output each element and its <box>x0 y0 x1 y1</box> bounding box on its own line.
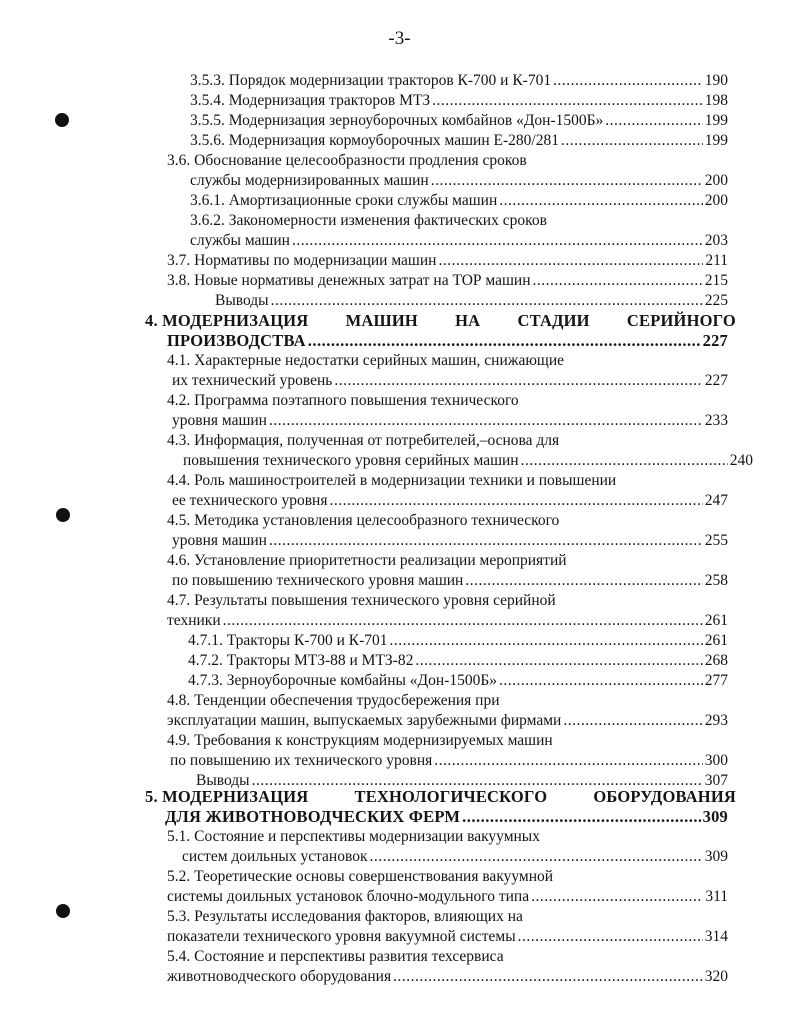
toc-entry <box>172 571 728 590</box>
toc-entry-title: 5.4. Состояние и перспективы развития техсервиса <box>167 948 504 965</box>
chapter-heading <box>167 331 728 350</box>
toc-entry-title: 5.2. Теоретические основы совершенствования вакуумной <box>167 868 554 885</box>
toc-entry-title: систем доильных установок <box>182 848 368 865</box>
chapter-heading-word: СТАДИИ <box>517 311 590 330</box>
toc-entry-title: уровня машин <box>172 412 267 429</box>
toc-entry-title: 4.4. Роль машиностроителей в модернизации техники и повышении <box>167 472 617 489</box>
toc-entry <box>215 291 728 310</box>
toc-entry-page: 200 <box>704 192 728 209</box>
toc-entry-title: 3.7. Нормативы по модернизации машин <box>167 252 437 269</box>
toc-entry-page: 225 <box>704 292 728 309</box>
toc-entry-title: 3.5.3. Порядок модернизации тракторов К-700 и К-701 <box>190 72 552 89</box>
toc-entry-page: 268 <box>704 652 728 669</box>
toc-entry-title: службы машин <box>190 232 290 249</box>
toc-entry <box>188 631 728 650</box>
chapter-heading-word: 5. МОДЕРНИЗАЦИЯ <box>145 787 309 806</box>
toc-entry-title: 5.3. Результаты исследования факторов, влияющих на <box>167 908 523 925</box>
toc-entry-title: животноводческого оборудования <box>167 968 392 985</box>
toc-entry-page: 199 <box>704 112 728 129</box>
toc-entry <box>167 271 728 290</box>
chapter-heading-word: МАШИН <box>345 311 418 330</box>
toc-entry-title: 3.5.5. Модернизация зерноуборочных комбайнов «Дон-1500Б» <box>190 112 604 129</box>
toc-entry-page: 258 <box>704 572 728 589</box>
toc-entry-page: 255 <box>704 532 728 549</box>
toc-entry-title: 4.7.2. Тракторы МТЗ-88 и МТЗ-82 <box>188 652 414 669</box>
toc-entry-page: 277 <box>704 672 728 689</box>
toc-entry-title: техники <box>167 612 221 629</box>
toc-entry <box>190 91 728 110</box>
toc-entry-title: уровня машин <box>172 532 267 549</box>
toc-entry-title: системы доильных установок блочно-модульного типа <box>167 888 530 905</box>
chapter-heading-word: ТЕХНОЛОГИЧЕСКОГО <box>354 787 548 806</box>
toc-entry-title: 4.5. Методика установления целесообразного технического <box>167 512 560 529</box>
toc-entry-title: 3.6.2. Закономерности изменения фактических сроков <box>190 212 547 229</box>
chapter-heading-word: СЕРИЙНОГО <box>626 311 736 330</box>
toc-entry <box>183 451 753 470</box>
toc-entry <box>170 751 728 770</box>
toc-entry <box>182 847 728 866</box>
toc-entry <box>190 231 728 250</box>
toc-entry <box>190 111 728 130</box>
toc-entry-page: 314 <box>704 928 728 945</box>
chapter-heading <box>165 807 728 826</box>
toc-entry-title: 4.1. Характерные недостатки серийных машин, снижающие <box>167 352 565 369</box>
toc-entry <box>167 967 728 986</box>
chapter-heading-word: 4. МОДЕРНИЗАЦИЯ <box>145 311 309 330</box>
toc-entry-title: 4.7. Результаты повышения технического уровня серийной <box>167 592 556 609</box>
toc-entry <box>172 371 728 390</box>
toc-entry-title: 4.6. Установление приоритетности реализации мероприятий <box>167 552 567 569</box>
toc-entry-page: 311 <box>705 888 728 905</box>
toc-entry-title: по повышению технического уровня машин <box>172 572 464 589</box>
toc-entry-page: 309 <box>702 807 728 826</box>
toc-entry <box>190 71 728 90</box>
toc-entry-title: эксплуатации машин, выпускаемых зарубежными фирмами <box>167 712 562 729</box>
toc-entry <box>167 887 728 906</box>
toc-entry-title: 4.2. Программа поэтапного повышения технического <box>167 392 519 409</box>
toc-entry-title: 3.6. Обоснование целесообразности продления сроков <box>167 152 527 169</box>
toc-entry-title: ДЛЯ ЖИВОТНОВОДЧЕСКИХ ФЕРМ <box>165 807 461 826</box>
chapter-heading <box>145 787 736 806</box>
toc-entry <box>172 411 728 430</box>
toc-entry-title: 4.9. Требования к конструкциям модернизируемых машин <box>167 732 553 749</box>
binding-hole-mark <box>56 904 70 918</box>
toc-entry-page: 215 <box>704 272 728 289</box>
toc-entry-title: Выводы <box>215 292 269 309</box>
toc-entry-page: 227 <box>704 372 728 389</box>
toc-entry-page: 240 <box>729 452 753 469</box>
toc-entry <box>167 251 728 270</box>
toc-entry-title: 3.5.6. Модернизация кормоуборочных машин Е-280/281 <box>190 132 559 149</box>
toc-entry <box>172 531 728 550</box>
toc-entry-title: службы модернизированных машин <box>190 172 429 189</box>
toc-entry-title: Выводы <box>196 772 250 789</box>
toc-entry <box>167 611 728 630</box>
toc-entry-title: 3.6.1. Амортизационные сроки службы машин <box>190 192 498 209</box>
toc-entry-page: 261 <box>704 632 728 649</box>
toc-entry-title: 4.3. Информация, полученная от потребителей,–основа для <box>167 432 560 449</box>
toc-entry-page: 190 <box>704 72 728 89</box>
toc-entry-page: 233 <box>704 412 728 429</box>
page-number: -3- <box>388 28 411 49</box>
toc-entry-page: 203 <box>704 232 728 249</box>
toc-entry-title: повышения технического уровня серийных машин <box>183 452 519 469</box>
toc-entry-title: ПРОИЗВОДСТВА <box>167 331 306 350</box>
toc-entry <box>190 171 728 190</box>
toc-entry-page: 198 <box>704 92 728 109</box>
toc-entry <box>190 191 728 210</box>
binding-hole-mark <box>56 508 70 522</box>
toc-entry-title: их технический уровень <box>172 372 333 389</box>
toc-entry-title: 4.8. Тенденции обеспечения трудосбережения при <box>167 692 500 709</box>
toc-entry-title: по повышению их технического уровня <box>170 752 433 769</box>
toc-entry <box>172 491 728 510</box>
toc-entry-title: показатели технического уровня вакуумной системы <box>167 928 516 945</box>
toc-entry-page: 320 <box>704 968 728 985</box>
chapter-heading <box>145 311 736 330</box>
chapter-heading-word: НА <box>455 311 481 330</box>
toc-entry <box>167 711 728 730</box>
chapter-heading-word: ОБОРУДОВАНИЯ <box>593 787 736 806</box>
toc-entry-page: 293 <box>704 712 728 729</box>
toc-entry-title: 5.1. Состояние и перспективы модернизации вакуумных <box>167 828 540 845</box>
toc-entry-title: 4.7.3. Зерноуборочные комбайны «Дон-1500Б» <box>188 672 497 689</box>
toc-entry-page: 309 <box>704 848 728 865</box>
toc-entry <box>188 651 728 670</box>
toc-entry-page: 300 <box>704 752 728 769</box>
toc-entry-title: 4.7.1. Тракторы К-700 и К-701 <box>188 632 388 649</box>
toc-entry-title: ее технического уровня <box>172 492 328 509</box>
toc-entry-page: 307 <box>704 772 728 789</box>
toc-entry <box>188 671 728 690</box>
toc-entry-title: 3.5.4. Модернизация тракторов МТЗ <box>190 92 431 109</box>
toc-entry <box>190 131 728 150</box>
toc-entry-page: 200 <box>704 172 728 189</box>
toc-entry-page: 211 <box>705 252 728 269</box>
toc-entry-page: 227 <box>702 331 728 350</box>
binding-hole-mark <box>55 113 69 127</box>
toc-entry-title: 3.8. Новые нормативы денежных затрат на ТОР машин <box>167 272 531 289</box>
toc-entry <box>167 927 728 946</box>
toc-entry-page: 199 <box>704 132 728 149</box>
toc-entry-page: 261 <box>704 612 728 629</box>
toc-entry-page: 247 <box>704 492 728 509</box>
